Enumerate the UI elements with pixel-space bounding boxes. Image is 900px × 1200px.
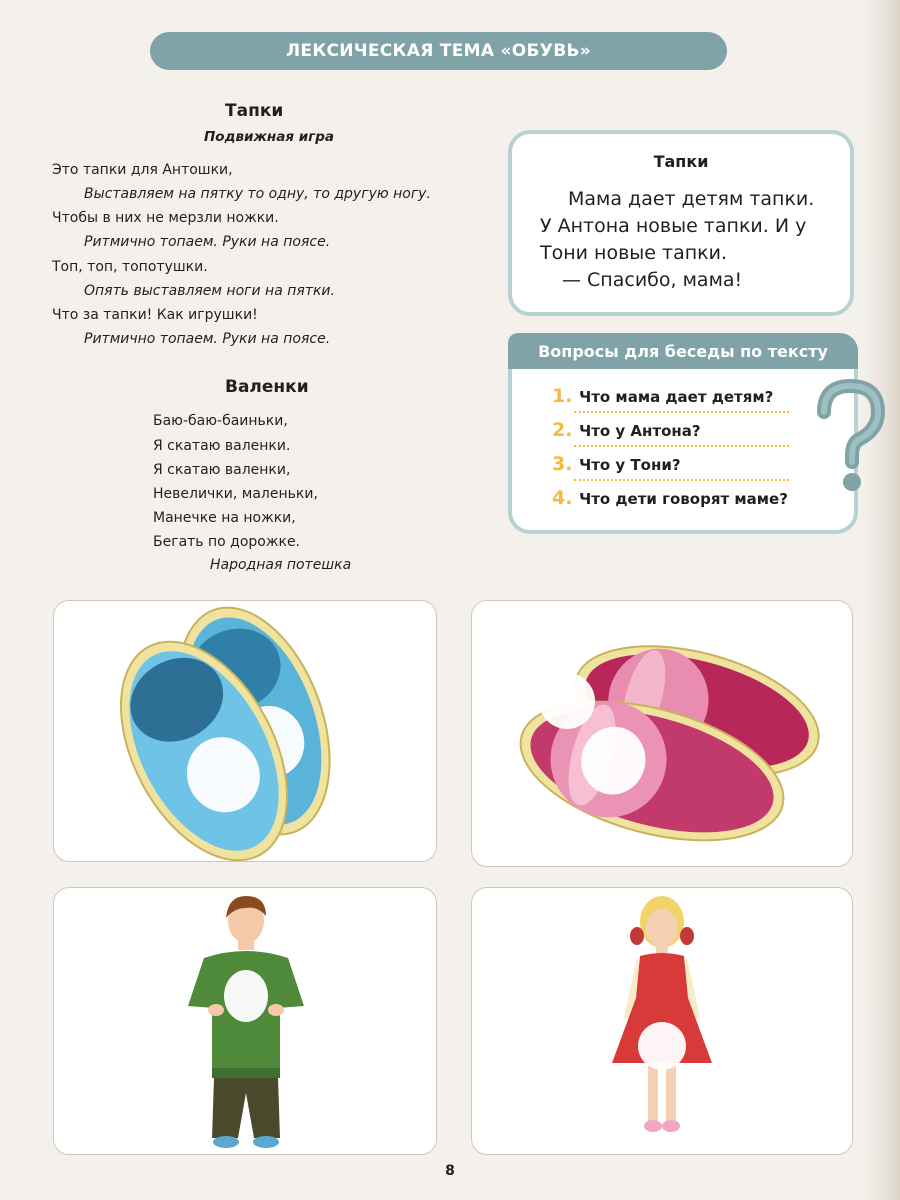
poem-subtitle: Подвижная игра [204,129,335,145]
story-line: Тони новые тапки. [540,242,728,264]
story-line: Мама дает детям тапки. [568,188,815,210]
dotted-line [574,411,789,413]
image-card-blue-slippers [53,600,437,862]
poem-attribution: Народная потешка [210,557,352,573]
poem-line: Чтобы в них не мерзли ножки. [52,210,279,226]
poem-line: Это тапки для Антошки, [52,162,233,178]
question-text: Что мама дает детям? [579,388,774,406]
questions-header-label: Вопросы для беседы по тексту [538,341,828,361]
topic-header [150,32,727,70]
topic-title: ЛЕКСИЧЕСКАЯ ТЕМА «ОБУВЬ» [285,41,591,61]
poem-title-tapki: Тапки [225,101,284,121]
story-line: У Антона новые тапки. И у [540,215,807,237]
question-number: 3. [552,453,573,475]
page-edge [862,0,900,1200]
question-text: Что у Тони? [579,456,681,474]
poem-line: Баю-баю-баиньки, [153,413,288,429]
story-line: — Спасибо, мама! [562,269,743,291]
question-item [552,419,701,441]
pink-slippers-image [472,601,853,867]
dotted-line [574,479,789,481]
poem-line: Что за тапки! Как игрушки! [52,307,258,323]
boy-image [54,888,437,1155]
poem-instruction: Выставляем на пятку то одну, то другую ногу. [84,186,431,202]
dotted-line [574,445,789,447]
question-number: 4. [552,487,573,509]
poem-line: Я скатаю валенки. [153,438,291,454]
story-title: Тапки [653,152,709,171]
story-card [508,130,854,316]
poem-line: Бегать по дорожке. [153,534,301,550]
page-number: 8 [445,1163,455,1179]
poem-instruction: Ритмично топаем. Руки на поясе. [84,331,331,347]
poem-line: Топ, топ, топотушки. [52,259,208,275]
question-item [552,487,788,509]
poem-line: Манечке на ножки, [153,510,296,526]
question-text: Что у Антона? [579,422,701,440]
questions-header [508,333,858,369]
question-item [552,385,773,407]
image-card-pink-slippers [471,600,853,867]
poem-instruction: Ритмично топаем. Руки на поясе. [84,234,331,250]
question-mark-icon [810,378,890,498]
story-text [540,186,840,294]
question-number: 2. [552,419,573,441]
question-item [552,453,681,475]
questions-box [508,369,858,534]
image-card-boy [53,887,437,1155]
poem-instruction: Опять выставляем ноги на пятки. [84,283,335,299]
question-text: Что дети говорят маме? [579,490,788,508]
girl-image [472,888,853,1155]
blue-slippers-image [54,601,437,862]
poem-line: Я скатаю валенки, [153,462,291,478]
poem-title-valenki: Валенки [225,377,309,397]
image-card-girl [471,887,853,1155]
poem-line: Невелички, маленьки, [153,486,318,502]
question-number: 1. [552,385,573,407]
